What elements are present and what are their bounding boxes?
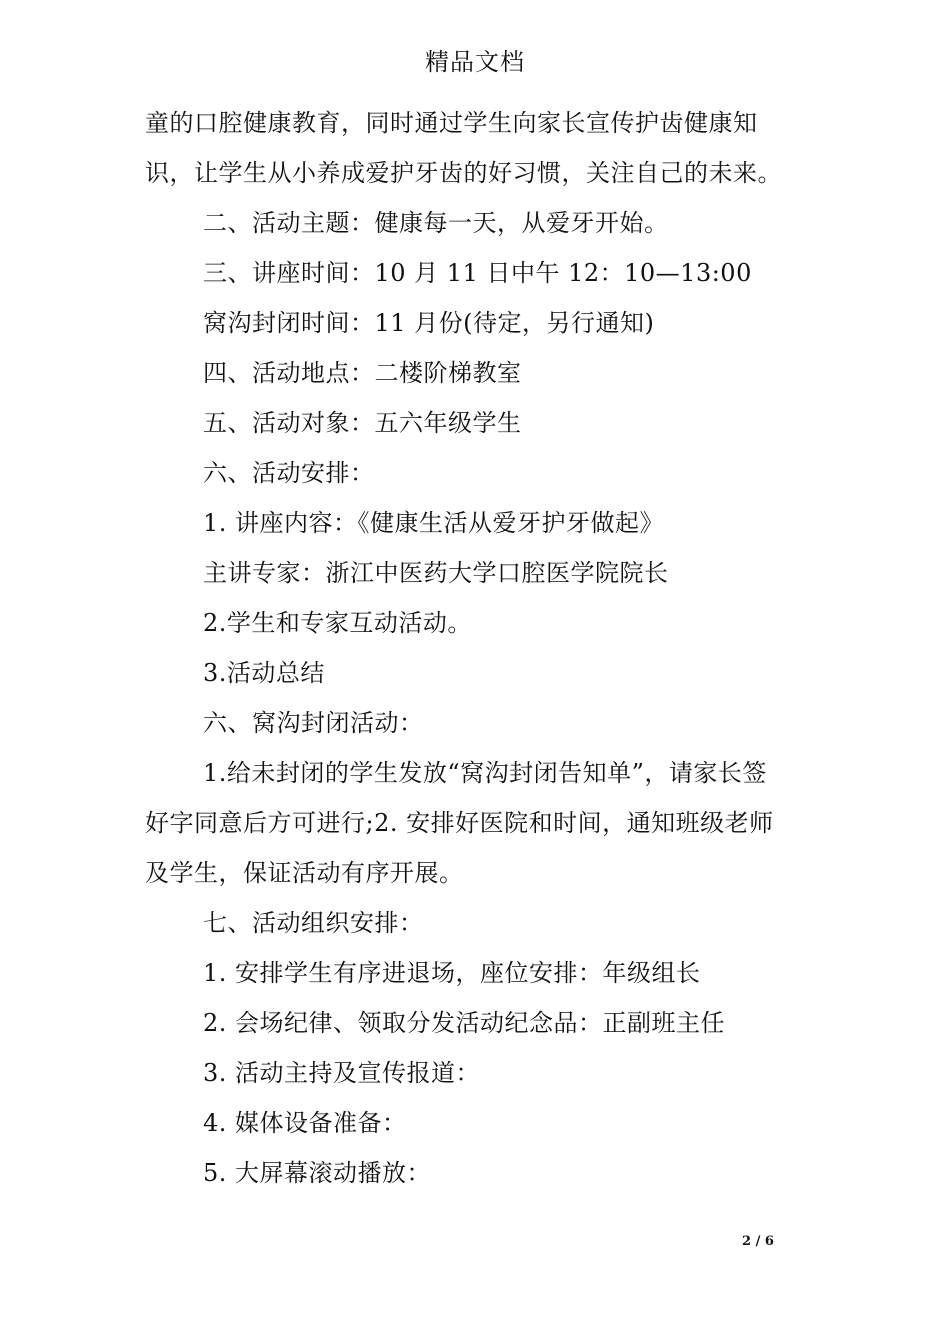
page-number: 2 / 6 xyxy=(742,1234,774,1249)
page-header-title: 精品文档 xyxy=(425,48,525,76)
section-heading-location: 四、活动地点：二楼阶梯教室 xyxy=(203,359,522,387)
section-heading-schedule: 六、活动安排： xyxy=(203,459,375,487)
paragraph-line: 识，让学生从小养成爱护牙齿的好习惯，关注自己的未来。 xyxy=(145,159,782,187)
section-heading-theme: 二、活动主题：健康每一天，从爱牙开始。 xyxy=(203,209,669,237)
list-item: 3. 活动主持及宣传报道： xyxy=(203,1059,481,1087)
paragraph-line: 窝沟封闭时间：11 月份(待定，另行通知) xyxy=(203,309,655,337)
list-item: 2. 会场纪律、领取分发活动纪念品：正副班主任 xyxy=(203,1009,726,1037)
paragraph-line: 好字同意后方可进行;2. 安排好医院和时间，通知班级老师 xyxy=(145,809,774,837)
section-heading-sealing: 六、窝沟封闭活动： xyxy=(203,709,424,737)
list-item: 1. 讲座内容：《健康生活从爱牙护牙做起》 xyxy=(203,509,665,537)
paragraph-line: 主讲专家：浙江中医药大学口腔医学院院长 xyxy=(203,559,669,587)
paragraph-line: 及学生，保证活动有序开展。 xyxy=(145,859,464,887)
document-body xyxy=(145,98,817,1198)
section-heading-organization: 七、活动组织安排： xyxy=(203,909,424,937)
list-item: 4. 媒体设备准备： xyxy=(203,1109,407,1137)
section-heading-audience: 五、活动对象：五六年级学生 xyxy=(203,409,522,437)
list-item: 2.学生和专家互动活动。 xyxy=(203,609,472,637)
list-item: 3.活动总结 xyxy=(203,659,325,687)
paragraph-line: 童的口腔健康教育，同时通过学生向家长宣传护齿健康知 xyxy=(145,109,758,137)
section-heading-time: 三、讲座时间：10 月 11 日中午 12：10—13:00 xyxy=(203,259,752,287)
list-item: 1. 安排学生有序进退场，座位安排：年级组长 xyxy=(203,959,701,987)
list-item: 1.给未封闭的学生发放“窝沟封闭告知单”，请家长签 xyxy=(203,759,767,787)
list-item: 5. 大屏幕滚动播放： xyxy=(203,1159,432,1187)
